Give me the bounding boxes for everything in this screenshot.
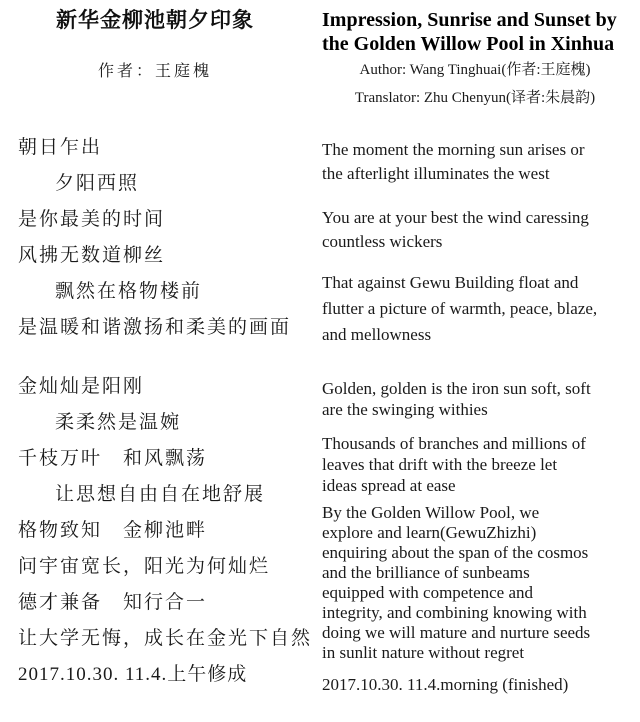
translation-line: equipped with competence and xyxy=(322,583,534,602)
poem-body-chinese xyxy=(18,130,313,693)
poem-line-chinese: 格物致知 金柳池畔 xyxy=(18,520,208,541)
poem-line-chinese: 柔柔然是温婉 xyxy=(55,412,182,433)
poem-line-chinese: 风拂无数道柳丝 xyxy=(18,245,166,266)
translation-line: leaves that drift with the breeze let xyxy=(322,455,558,474)
translation-paragraph xyxy=(322,270,628,348)
translation-line: The moment the morning sun arises or xyxy=(322,140,585,159)
translation-paragraph xyxy=(322,206,628,254)
english-column xyxy=(322,0,628,696)
chinese-column xyxy=(0,0,313,693)
poem-line-chinese: 金灿灿是阳刚 xyxy=(18,376,145,397)
poem-line-chinese: 让大学无悔，成长在金光下自然 xyxy=(18,628,313,649)
translation-line: and the brilliance of sunbeams xyxy=(322,563,530,582)
translation-line: the afterlight illuminates the west xyxy=(322,164,550,183)
translation-paragraph xyxy=(322,138,628,186)
author-line-english: Author: Wang Tinghuai(作者:王庭槐) xyxy=(359,62,591,78)
translation-line: Thousands of branches and millions of xyxy=(322,434,586,453)
translation-line: ideas spread at ease xyxy=(322,476,456,495)
translation-line: By the Golden Willow Pool, we xyxy=(322,503,540,522)
date-line-chinese: 2017.10.30. 11.4.上午修成 xyxy=(18,664,248,685)
translation-line: in sunlit nature without regret xyxy=(322,643,525,662)
poem-title-line: Impression, Sunrise and Sunset by xyxy=(322,9,617,31)
translation-line: integrity, and combining knowing with xyxy=(322,603,587,622)
date-line-english: 2017.10.30. 11.4.morning (finished) xyxy=(322,675,569,694)
translation-line: That against Gewu Building float and xyxy=(322,273,579,292)
translation-line: enquiring about the span of the cosmos xyxy=(322,543,589,562)
translation-line: Golden, golden is the iron sun soft, soft xyxy=(322,379,591,398)
poem-line-chinese: 飘然在格物楼前 xyxy=(55,281,203,302)
translation-line: countless wickers xyxy=(322,232,443,251)
author-line-chinese: 作者：王庭槐 xyxy=(97,63,212,80)
poem-line-chinese: 夕阳西照 xyxy=(55,173,140,194)
translator-line-english: Translator: Zhu Chenyun(译者:朱晨韵) xyxy=(354,90,596,106)
translation-paragraph xyxy=(322,503,628,663)
poem-title-line: the Golden Willow Pool in Xinhua xyxy=(322,33,615,55)
poem-line-chinese: 千枝万叶 和风飘荡 xyxy=(18,448,208,469)
poem-line-chinese: 朝日乍出 xyxy=(18,137,103,158)
poem-line-chinese: 德才兼备 知行合一 xyxy=(18,592,208,613)
poem-line-chinese: 问宇宙宽长，阳光为何灿烂 xyxy=(18,556,271,577)
translation-line: You are at your best the wind caressing xyxy=(322,208,589,227)
translation-paragraph xyxy=(322,378,628,420)
translation-line: doing we will mature and nurture seeds xyxy=(322,623,591,642)
translation-line: and mellowness xyxy=(322,325,432,344)
poem-title-english xyxy=(322,8,628,56)
translation-line: explore and learn(GewuZhizhi) xyxy=(322,523,537,542)
poem-line-chinese: 是温暖和谐激扬和柔美的画面 xyxy=(18,317,292,338)
poem-line-chinese: 是你最美的时间 xyxy=(18,209,166,230)
translation-line: are the swinging withies xyxy=(322,400,488,419)
poem-line-chinese: 让思想自由自在地舒展 xyxy=(55,484,266,505)
poem-title-chinese: 新华金柳池朝夕印象 xyxy=(56,9,254,32)
translation-paragraph xyxy=(322,433,628,496)
translation-line: flutter a picture of warmth, peace, blaze, xyxy=(322,299,598,318)
